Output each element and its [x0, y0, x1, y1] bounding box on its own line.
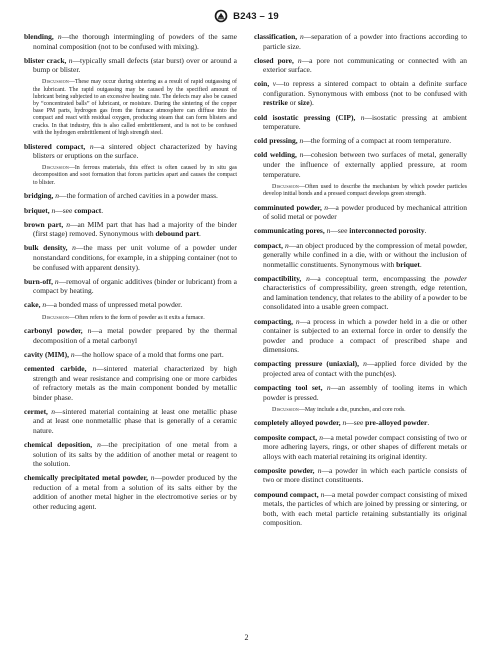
- glossary-entry: [24, 350, 237, 360]
- glossary-entry: [254, 466, 467, 485]
- part-of-speech: n: [284, 240, 289, 250]
- definition-text: .: [199, 229, 201, 239]
- glossary-entry: [254, 32, 467, 51]
- part-of-speech: n: [342, 418, 347, 428]
- glossary-entry: [24, 277, 237, 296]
- part-of-speech: n: [363, 359, 367, 369]
- cross-reference: briquet: [396, 259, 420, 269]
- definition-text: characteristics of compressibility, green strength, edge retention, and lamination tendency, that relates to the ability of a powder to be consolidated into a usable green compact.: [263, 283, 467, 312]
- part-of-speech: n: [360, 112, 365, 122]
- glossary-term: bridging,: [24, 191, 54, 201]
- definition-text: —the thorough intermingling of powders of the same nominal composition (not to be confused with mixing).: [33, 32, 237, 51]
- glossary-term: closed pore,: [254, 55, 294, 65]
- definition-text: —the formation of arched cavities in a powder mass.: [59, 191, 218, 201]
- cross-reference: compact: [74, 205, 102, 215]
- discussion-label: Discussion: [42, 165, 69, 172]
- glossary-entry: [24, 142, 237, 161]
- glossary-term: cemented carbide,: [24, 364, 87, 374]
- definition-text: —a metal powder prepared by the thermal decomposition of a metal carbonyl: [33, 326, 238, 345]
- page-header: [0, 8, 493, 24]
- definition-text: —removal of organic additives (binder or lubricant) from a compact by heating.: [33, 276, 238, 296]
- glossary-term: carbonyl powder,: [24, 326, 83, 336]
- glossary-term: chemical deposition,: [24, 440, 93, 450]
- part-of-speech: n: [70, 350, 75, 359]
- definition-text: —see: [346, 418, 366, 428]
- left-column: [24, 32, 237, 516]
- cross-reference: debound part: [155, 229, 200, 239]
- definition-text: —the precipitation of one metal from a solution of its salts by the addition of another metal or reagent to the solution.: [33, 440, 238, 469]
- glossary-entry: [24, 326, 237, 345]
- part-of-speech: n: [92, 364, 97, 374]
- glossary-entry: [254, 150, 467, 179]
- discussion-note: [254, 407, 467, 414]
- definition-text: —the hollow space of a mold that forms one part.: [74, 350, 224, 359]
- part-of-speech: n: [72, 243, 76, 253]
- definition-text: —the mass per unit volume of a powder under nonstandard conditions, for example, in a shipping container (not to be confused with apparent density).: [33, 243, 238, 272]
- glossary-entry: [24, 407, 237, 436]
- definition-text: —isostatic pressing at ambient temperature.: [263, 112, 467, 132]
- discussion-label: Discussion: [42, 314, 69, 321]
- part-of-speech: n: [319, 432, 323, 442]
- glossary-term: communicating pores,: [254, 226, 325, 236]
- glossary-term: comminuted powder,: [254, 202, 322, 212]
- discussion-note: [24, 79, 237, 137]
- part-of-speech: n: [97, 440, 101, 450]
- definition-text: —an object produced by the compression of metal powder, generally while confined in a die, with or without the inclusion of nonmetallic constituents. Synonymous with: [263, 240, 468, 269]
- glossary-term: compactibility,: [254, 273, 302, 283]
- glossary-term: cavity (MIM),: [24, 350, 69, 359]
- part-of-speech: n: [317, 465, 322, 475]
- part-of-speech: n: [87, 326, 92, 336]
- glossary-entry: [24, 440, 237, 469]
- definition-text: ).: [309, 98, 314, 108]
- definition-text: —a pore not communicating or connected with an exterior surface.: [263, 55, 467, 75]
- definition-text: .: [101, 205, 104, 215]
- glossary-term: compacting,: [254, 316, 293, 326]
- document-id: B243 – 19: [233, 10, 279, 22]
- glossary-entry: [24, 206, 237, 216]
- glossary-term: composite compact,: [254, 432, 318, 442]
- cross-reference: pre-alloyed powder: [365, 418, 428, 428]
- glossary-entry: [254, 113, 467, 132]
- part-of-speech: n: [89, 141, 94, 151]
- part-of-speech: n: [320, 489, 325, 499]
- definition-text: —see: [330, 226, 350, 236]
- glossary-term: cold welding,: [254, 150, 297, 160]
- definition-text: or: [287, 98, 298, 108]
- glossary-term: cold isostatic pressing (CIP),: [254, 112, 356, 122]
- part-of-speech: n: [57, 32, 62, 41]
- part-of-speech: n: [297, 55, 302, 65]
- part-of-speech: n: [306, 273, 310, 283]
- definition-text: —powder produced by the reduction of a metal from a solution of its salts either by the addition of another metal higher in the electromotive series or by other reducing agent.: [33, 473, 238, 512]
- part-of-speech: n: [324, 202, 329, 212]
- part-of-speech: n: [42, 300, 47, 310]
- glossary-term: blister crack,: [24, 55, 67, 65]
- part-of-speech: n: [326, 226, 331, 236]
- definition-text: —a powder produced by mechanical attrition of solid metal or powder: [263, 202, 467, 222]
- discussion-text: —Often used to describe the mechanism by which powder particles develop initial bonds and a pressed compact develops green strength.: [263, 183, 467, 197]
- right-column: [254, 32, 467, 532]
- definition-text: —to repress a sintered compact to obtain a definite surface configuration. Synonymous with emboss (not to be confused with: [263, 79, 468, 98]
- glossary-term: compacting tool set,: [254, 382, 323, 392]
- definition-italic: powder: [444, 273, 467, 283]
- glossary-entry: [254, 79, 467, 108]
- part-of-speech: n: [295, 316, 300, 326]
- part-of-speech: n: [51, 406, 56, 416]
- glossary-entry: [24, 220, 237, 239]
- glossary-term: briquet,: [24, 205, 50, 215]
- glossary-entry: [24, 473, 237, 511]
- glossary-entry: [254, 418, 467, 428]
- definition-text: —an assembly of tooling items in which powder is pressed.: [263, 382, 468, 402]
- definition-text: .: [419, 259, 422, 269]
- discussion-text: —These may occur during sintering as a result of rapid outgassing of the lubricant. The rapid outgassing may be caused by the specified amount of lubricant being subjected to an excessive heating rate. The defects may also be caused by “concentrated balls” of lubricant, or moisture. During the sintering of the copper base PM parts, hydrogen gas from the furnace atmosphere can diffuse into the compact and react with residual oxygen, producing steam that can form blisters and cracks. In that industry, this is also called embrittlement, and is not to be confused with the hydrogen embrittlement of high strength steel.: [33, 79, 237, 136]
- glossary-entry: [254, 490, 467, 528]
- glossary-term: classification,: [254, 32, 298, 41]
- glossary-term: compacting pressure (uniaxial),: [254, 359, 360, 369]
- glossary-entry: [254, 241, 467, 270]
- glossary-term: burn-off,: [24, 276, 53, 286]
- glossary-term: blistered compact,: [24, 141, 86, 151]
- part-of-speech: n: [326, 382, 331, 392]
- discussion-label: Discussion: [272, 406, 299, 413]
- definition-text: —a bonded mass of unpressed metal powder.: [46, 300, 183, 310]
- definition-text: —a powder in which each particle consists of two or more distinct constituents.: [263, 465, 467, 485]
- cross-reference: restrike: [263, 98, 288, 108]
- glossary-entry: [254, 203, 467, 222]
- definition-text: —see: [55, 205, 75, 215]
- definition-text: .: [427, 418, 430, 428]
- astm-logo-icon: [214, 9, 228, 23]
- glossary-entry: [254, 433, 467, 462]
- glossary-term: chemically precipitated metal powder,: [24, 473, 149, 483]
- part-of-speech: v: [272, 79, 277, 89]
- definition-text: —cohesion between two surfaces of metal, generally under the influence of externally applied pressure, at room temperature.: [263, 150, 467, 179]
- part-of-speech: n: [51, 205, 56, 215]
- definition-text: —a metal powder compact consisting of two or more adhering layers, rings, or other shapes of different metals or alloys with each material retaining its original identity.: [263, 432, 467, 461]
- glossary-entry: [24, 243, 237, 272]
- glossary-term: compact,: [254, 240, 283, 250]
- glossary-term: composite powder,: [254, 465, 315, 475]
- part-of-speech: n: [68, 55, 73, 65]
- glossary-entry: [24, 364, 237, 402]
- glossary-term: brown part,: [24, 219, 64, 229]
- definition-text: —sintered material containing at least one metallic phase and at least one nonmetallic phase that is generally of a ceramic nature.: [33, 406, 237, 436]
- definition-text: —applied force divided by the projected area of contact with the punch(es).: [263, 359, 467, 378]
- glossary-entry: [24, 191, 237, 201]
- glossary-term: blending,: [24, 32, 54, 41]
- glossary-entry: [254, 317, 467, 355]
- definition-text: —a process in which a powder held in a die or other container is subjected to an external force in order to densify the powder and produce a compact of prescribed shape and dimensions.: [263, 316, 468, 355]
- definition-text: —an MIM part that has had a majority of the binder (first stage) removed. Synonymous with: [33, 219, 238, 239]
- glossary-term: coin,: [254, 79, 270, 89]
- cross-reference: size: [297, 98, 310, 108]
- part-of-speech: n: [66, 219, 70, 229]
- definition-text: —separation of a powder into fractions according to particle size.: [263, 32, 468, 51]
- cross-reference: interconnected porosity: [349, 226, 425, 236]
- glossary-entry: [254, 274, 467, 312]
- glossary-term: cold pressing,: [254, 136, 298, 146]
- definition-text: —a metal powder compact consisting of mixed metals, the particles of which are joined by pressing or sintering, or both, with each metal particle retaining substantially its original composition.: [263, 489, 468, 528]
- definition-text: —a conceptual term, encompassing the: [309, 273, 445, 283]
- discussion-note: [254, 184, 467, 198]
- part-of-speech: n: [299, 136, 304, 146]
- discussion-text: —In ferrous materials, this effect is often caused by in situ gas decomposition and soot formation that forces particles apart and causes the compact to blister.: [33, 165, 237, 186]
- discussion-note: [24, 165, 237, 187]
- glossary-term: compound compact,: [254, 489, 319, 499]
- definition-text: —typically small defects (star burst) over or around a bump or blister.: [33, 55, 238, 75]
- glossary-entry: [24, 300, 237, 310]
- glossary-entry: [254, 136, 467, 146]
- glossary-entry: [254, 226, 467, 236]
- definition-text: .: [424, 226, 427, 236]
- part-of-speech: n: [299, 32, 304, 41]
- discussion-label: Discussion: [42, 79, 69, 86]
- glossary-entry: [24, 56, 237, 75]
- part-of-speech: n: [150, 473, 155, 483]
- definition-text: —sintered material characterized by high strength and wear resistance and comprising one or more carbides of refractory metals as the main component bonded by metallic binder phase.: [33, 364, 237, 402]
- part-of-speech: n: [54, 276, 59, 286]
- discussion-text: —May include a die, punches, and core rods.: [298, 406, 406, 413]
- glossary-term: cake,: [24, 300, 41, 310]
- discussion-label: Discussion: [272, 183, 299, 190]
- page-number: 2: [244, 633, 249, 642]
- glossary-entry: [254, 359, 467, 378]
- glossary-entry: [254, 383, 467, 402]
- glossary-entry: [254, 56, 467, 75]
- discussion-text: —Often refers to the form of powder as it exits a furnace.: [68, 314, 205, 321]
- part-of-speech: n: [299, 150, 304, 160]
- glossary-term: completely alloyed powder,: [254, 418, 341, 428]
- glossary-term: bulk density,: [24, 243, 68, 253]
- definition-text: —a sintered object characterized by having blisters or eruptions on the surface.: [33, 141, 238, 161]
- part-of-speech: n: [55, 191, 60, 201]
- discussion-note: [24, 315, 237, 322]
- glossary-term: cermet,: [24, 406, 48, 416]
- glossary-entry: [24, 32, 237, 51]
- definition-text: —the forming of a compact at room temperature.: [303, 136, 452, 146]
